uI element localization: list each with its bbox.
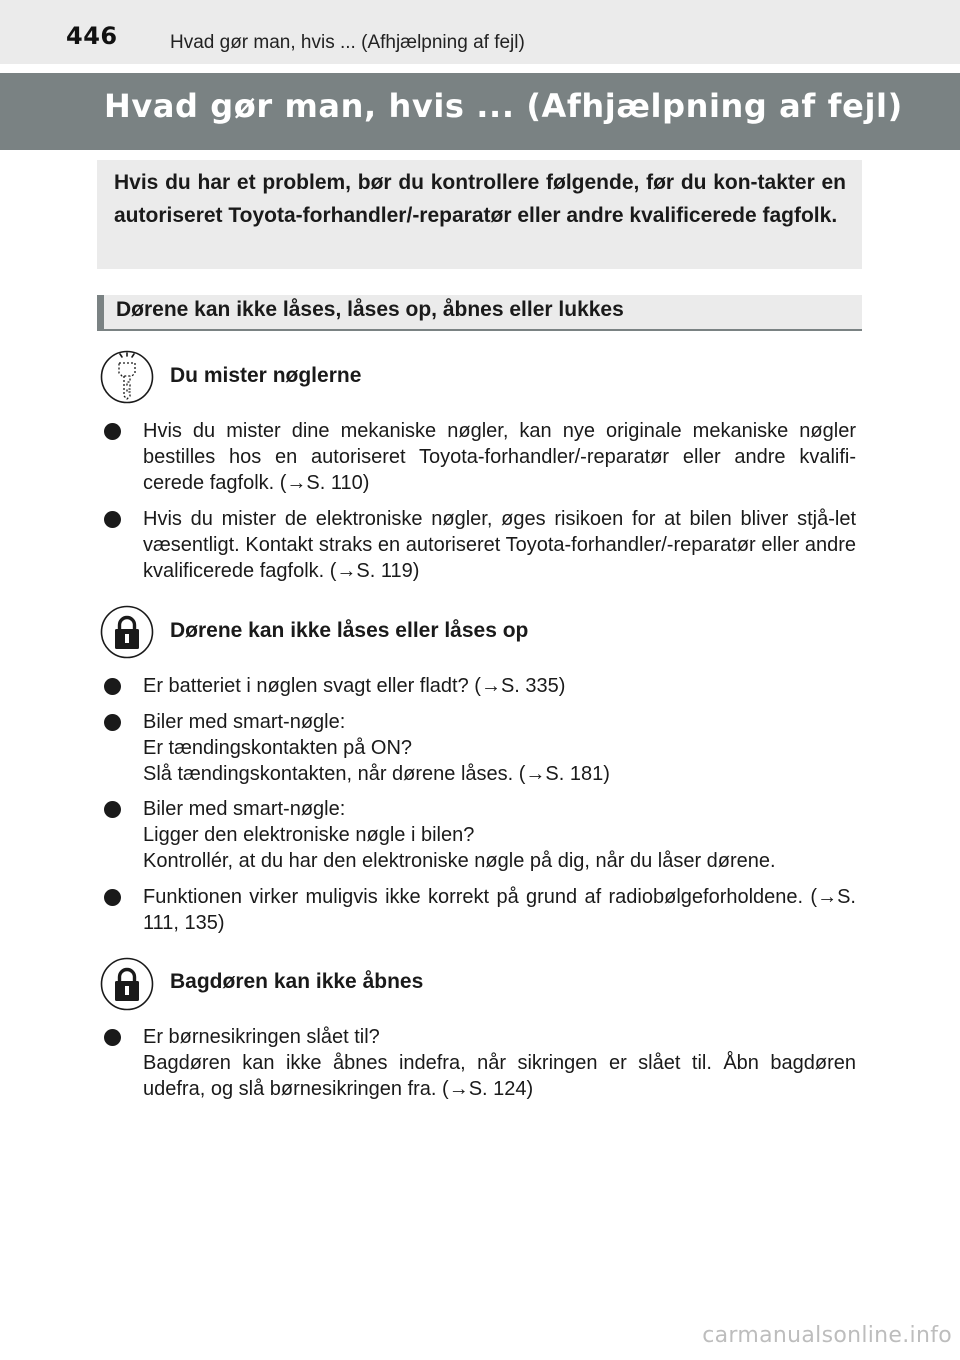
list-item bbox=[104, 709, 856, 787]
bullet-icon bbox=[104, 423, 121, 440]
bullet-text: Kontrollér, at du har den elektroniske nøgle på dig, når du låser dørene. bbox=[143, 850, 776, 872]
intro-text: Hvis du har et problem, bør du kontrollere følgende, før du kon-takter en autoriseret Toyota-forhandler/-reparatør eller andre kvalificerede fagfolk. bbox=[114, 171, 846, 227]
bullet-text: Biler med smart-nøgle: bbox=[143, 798, 346, 820]
bullet-text: Er batteriet i nøglen svagt eller fladt? (→S. 335) bbox=[143, 675, 566, 697]
page-number: 446 bbox=[66, 22, 118, 50]
page-title: Hvad gør man, hvis ... (Afhjælpning af fejl) bbox=[104, 87, 903, 125]
list-item bbox=[104, 1024, 856, 1102]
bullet-text: Biler med smart-nøgle: bbox=[143, 711, 346, 733]
bullet-text: Er tændingskontakten på ON? bbox=[143, 737, 413, 759]
bullet-icon bbox=[104, 714, 121, 731]
bullet-text: Funktionen virker muligvis ikke korrekt på grund af radiobølgeforholdene. (→S. 111, 135) bbox=[143, 886, 856, 934]
bullet-icon bbox=[104, 511, 121, 528]
list-item bbox=[104, 418, 856, 496]
title-band bbox=[0, 73, 960, 150]
bullet-text: Slå tændingskontakten, når dørene låses. (→S. 181) bbox=[143, 763, 610, 785]
running-header: Hvad gør man, hvis ... (Afhjælpning af fejl) bbox=[170, 32, 525, 53]
bullet-text: Bagdøren kan ikke åbnes indefra, når sikringen er slået til. Åbn bagdøren udefra, og slå børnesikringen fra. (→S. 124) bbox=[143, 1052, 856, 1100]
padlock-icon bbox=[100, 605, 154, 659]
key-icon bbox=[100, 350, 154, 404]
bullet-icon bbox=[104, 889, 121, 906]
subsection-title-doors-lock: Dørene kan ikke låses eller låses op bbox=[170, 619, 529, 642]
bullet-text: Er børnesikringen slået til? bbox=[143, 1026, 380, 1048]
intro-box bbox=[97, 160, 862, 269]
subsection-title-rear-door: Bagdøren kan ikke åbnes bbox=[170, 970, 424, 993]
list-item bbox=[104, 506, 856, 584]
padlock-icon bbox=[100, 957, 154, 1011]
list-item bbox=[104, 673, 856, 699]
bullet-icon bbox=[104, 1029, 121, 1046]
list-item bbox=[104, 796, 856, 874]
section-heading: Dørene kan ikke låses, låses op, åbnes eller lukkes bbox=[116, 298, 624, 321]
list-item bbox=[104, 884, 856, 936]
bullet-text: Ligger den elektroniske nøgle i bilen? bbox=[143, 824, 475, 846]
bullet-icon bbox=[104, 801, 121, 818]
bullet-icon bbox=[104, 678, 121, 695]
section-heading-bar bbox=[97, 295, 862, 331]
subsection-title-lost-keys: Du mister nøglerne bbox=[170, 364, 362, 387]
bullet-text: Hvis du mister dine mekaniske nøgler, kan nye originale mekaniske nøgler bestilles hos en autoriseret Toyota-forhandler/-reparatør eller andre kvalifi-cerede fagfolk. (→S. 110) bbox=[143, 420, 856, 494]
bullet-text: Hvis du mister de elektroniske nøgler, øges risikoen for at bilen bliver stjå-let væsentligt. Kontakt straks en autoriseret Toyota-forhandler/-reparatør eller andre kvalificerede fagfolk. (→S. 119) bbox=[143, 508, 856, 582]
watermark: carmanualsonline.info bbox=[702, 1323, 952, 1348]
